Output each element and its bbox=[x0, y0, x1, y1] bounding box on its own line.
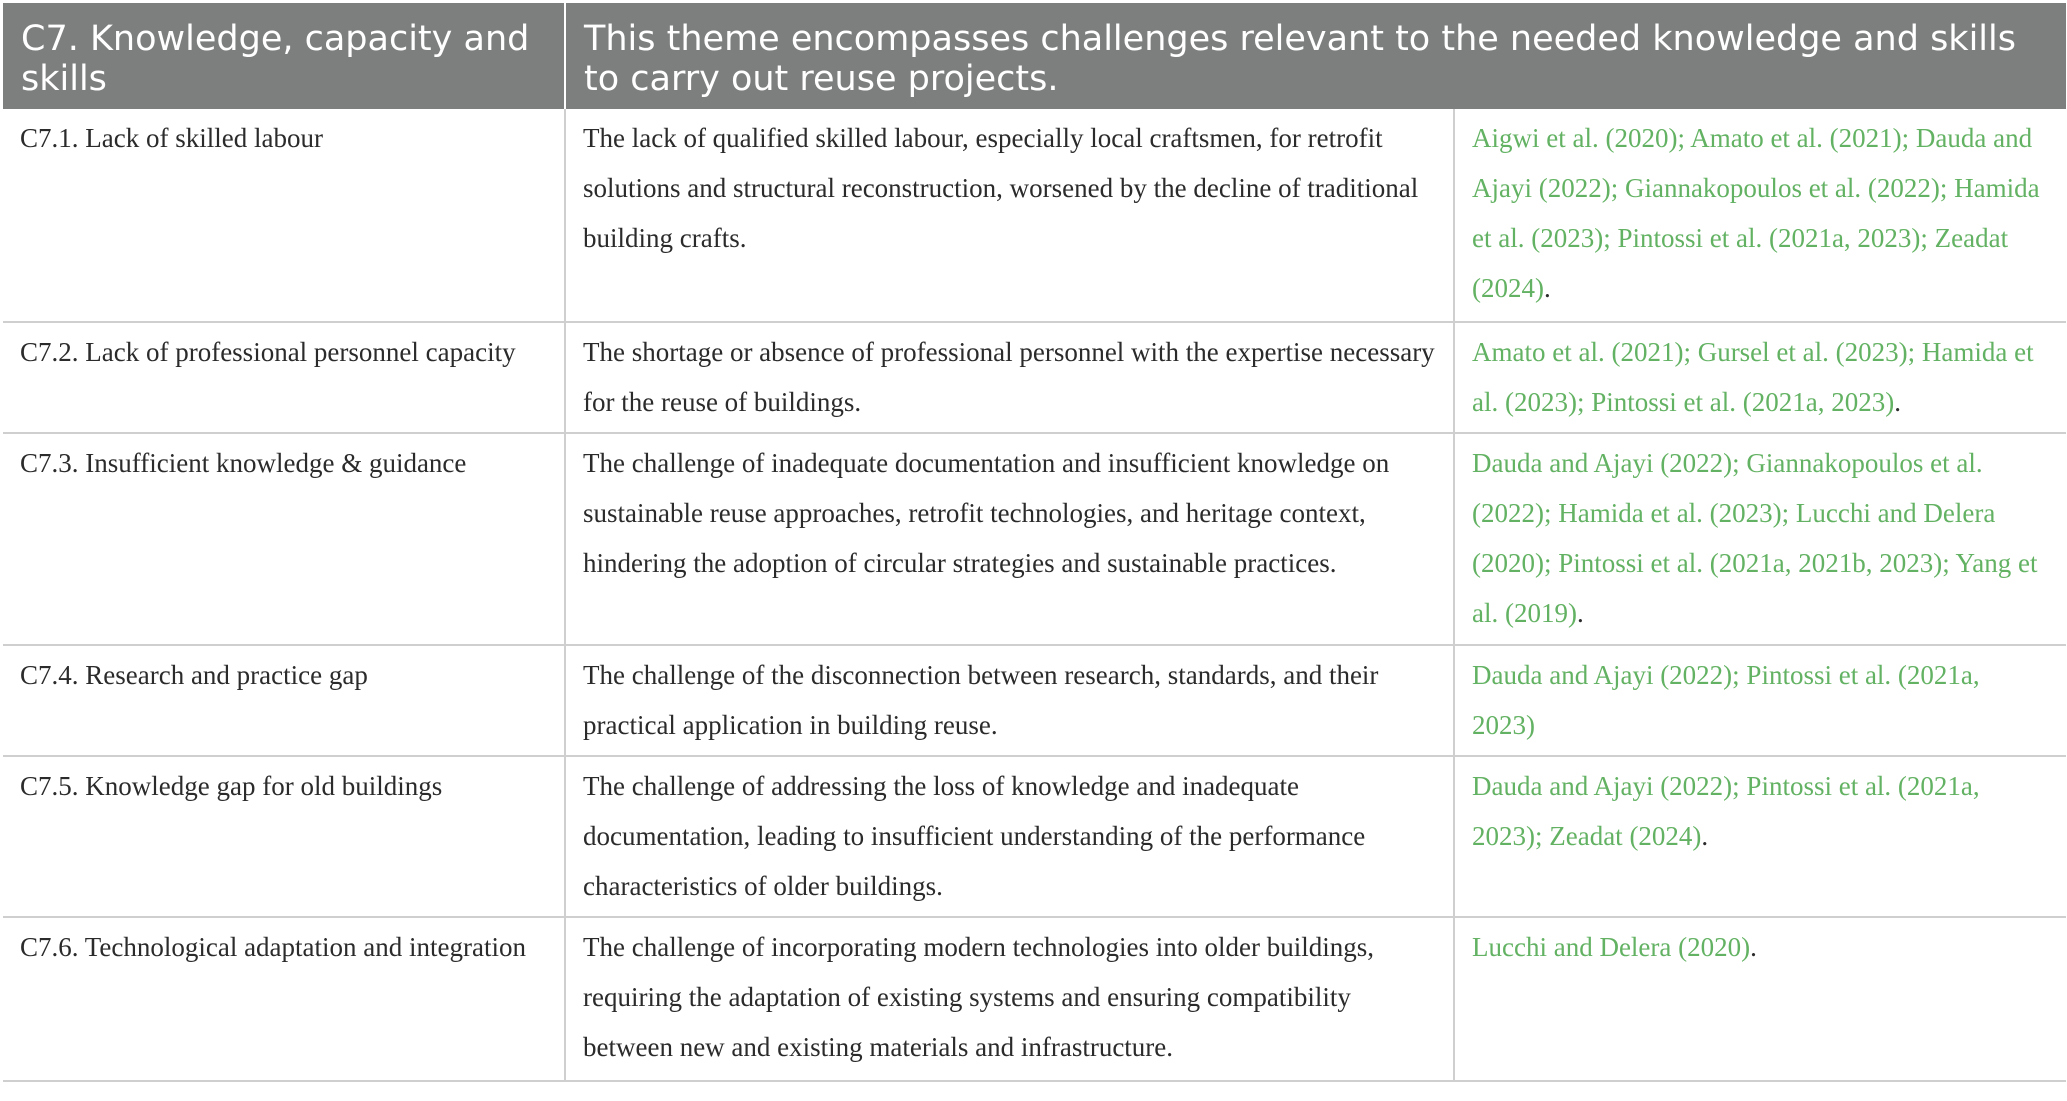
reference-links[interactable]: Amato et al. (2021); Gursel et al. (2023); Hamida et al. (2023); Pintossi et al. (2021a, 2023) bbox=[1472, 337, 2034, 417]
references-cell bbox=[1454, 645, 2066, 756]
reference-links[interactable]: Dauda and Ajayi (2022); Pintossi et al. (2021a, 2023); Zeadat (2024) bbox=[1472, 771, 1980, 851]
challenges-table bbox=[3, 3, 2066, 1082]
table-row bbox=[3, 109, 2066, 322]
references-cell bbox=[1454, 322, 2066, 433]
challenge-cell: C7.5. Knowledge gap for old buildings bbox=[3, 756, 565, 917]
references-cell bbox=[1454, 109, 2066, 322]
references-end: . bbox=[1750, 932, 1757, 962]
description-cell: The challenge of the disconnection between research, standards, and their practical application in building reuse. bbox=[565, 645, 1454, 756]
table-row bbox=[3, 433, 2066, 645]
theme-title-header: C7. Knowledge, capacity and skills bbox=[3, 3, 565, 109]
description-cell: The lack of qualified skilled labour, especially local craftsmen, for retrofit solutions and structural reconstruction, worsened by the decline of traditional building crafts. bbox=[565, 109, 1454, 322]
challenge-cell: C7.4. Research and practice gap bbox=[3, 645, 565, 756]
challenge-cell: C7.6. Technological adaptation and integration bbox=[3, 917, 565, 1081]
description-cell: The challenge of addressing the loss of knowledge and inadequate documentation, leading to insufficient understanding of the performance characteristics of older buildings. bbox=[565, 756, 1454, 917]
table-row bbox=[3, 322, 2066, 433]
references-end: . bbox=[1894, 387, 1901, 417]
reference-links[interactable]: Dauda and Ajayi (2022); Giannakopoulos et al. (2022); Hamida et al. (2023); Lucchi and Delera (2020); Pintossi et al. (2021a, 2021b, 2023); Yang et al. (2019) bbox=[1472, 448, 2038, 628]
references-cell bbox=[1454, 433, 2066, 645]
table-row bbox=[3, 756, 2066, 917]
challenge-cell: C7.1. Lack of skilled labour bbox=[3, 109, 565, 322]
references-end: . bbox=[1701, 821, 1709, 851]
description-cell: The challenge of inadequate documentation and insufficient knowledge on sustainable reuse approaches, retrofit technologies, and heritage context, hindering the adoption of circular strategies and sustainable practices. bbox=[565, 433, 1454, 645]
theme-description-header: This theme encompasses challenges relevant to the needed knowledge and skills to carry out reuse projects. bbox=[565, 3, 2066, 109]
table-row bbox=[3, 645, 2066, 756]
references-end: . bbox=[1576, 598, 1584, 628]
references-end: . bbox=[1543, 273, 1551, 303]
reference-links[interactable]: Lucchi and Delera (2020) bbox=[1472, 932, 1751, 962]
challenge-cell: C7.3. Insufficient knowledge & guidance bbox=[3, 433, 565, 645]
description-cell: The shortage or absence of professional personnel with the expertise necessary for the reuse of buildings. bbox=[565, 322, 1454, 433]
reference-links[interactable]: Dauda and Ajayi (2022); Pintossi et al. (2021a, 2023) bbox=[1472, 660, 1980, 740]
references-cell bbox=[1454, 917, 2066, 1081]
table-row bbox=[3, 917, 2066, 1081]
table-header-row bbox=[3, 3, 2066, 109]
challenge-cell: C7.2. Lack of professional personnel capacity bbox=[3, 322, 565, 433]
reference-links[interactable]: Aigwi et al. (2020); Amato et al. (2021); Dauda and Ajayi (2022); Giannakopoulos et al. (2022); Hamida et al. (2023); Pintossi et al. (2021a, 2023); Zeadat (2024) bbox=[1472, 123, 2040, 303]
references-cell bbox=[1454, 756, 2066, 917]
description-cell: The challenge of incorporating modern technologies into older buildings, requiring the adaptation of existing systems and ensuring compatibility between new and existing materials and infrastructure. bbox=[565, 917, 1454, 1081]
